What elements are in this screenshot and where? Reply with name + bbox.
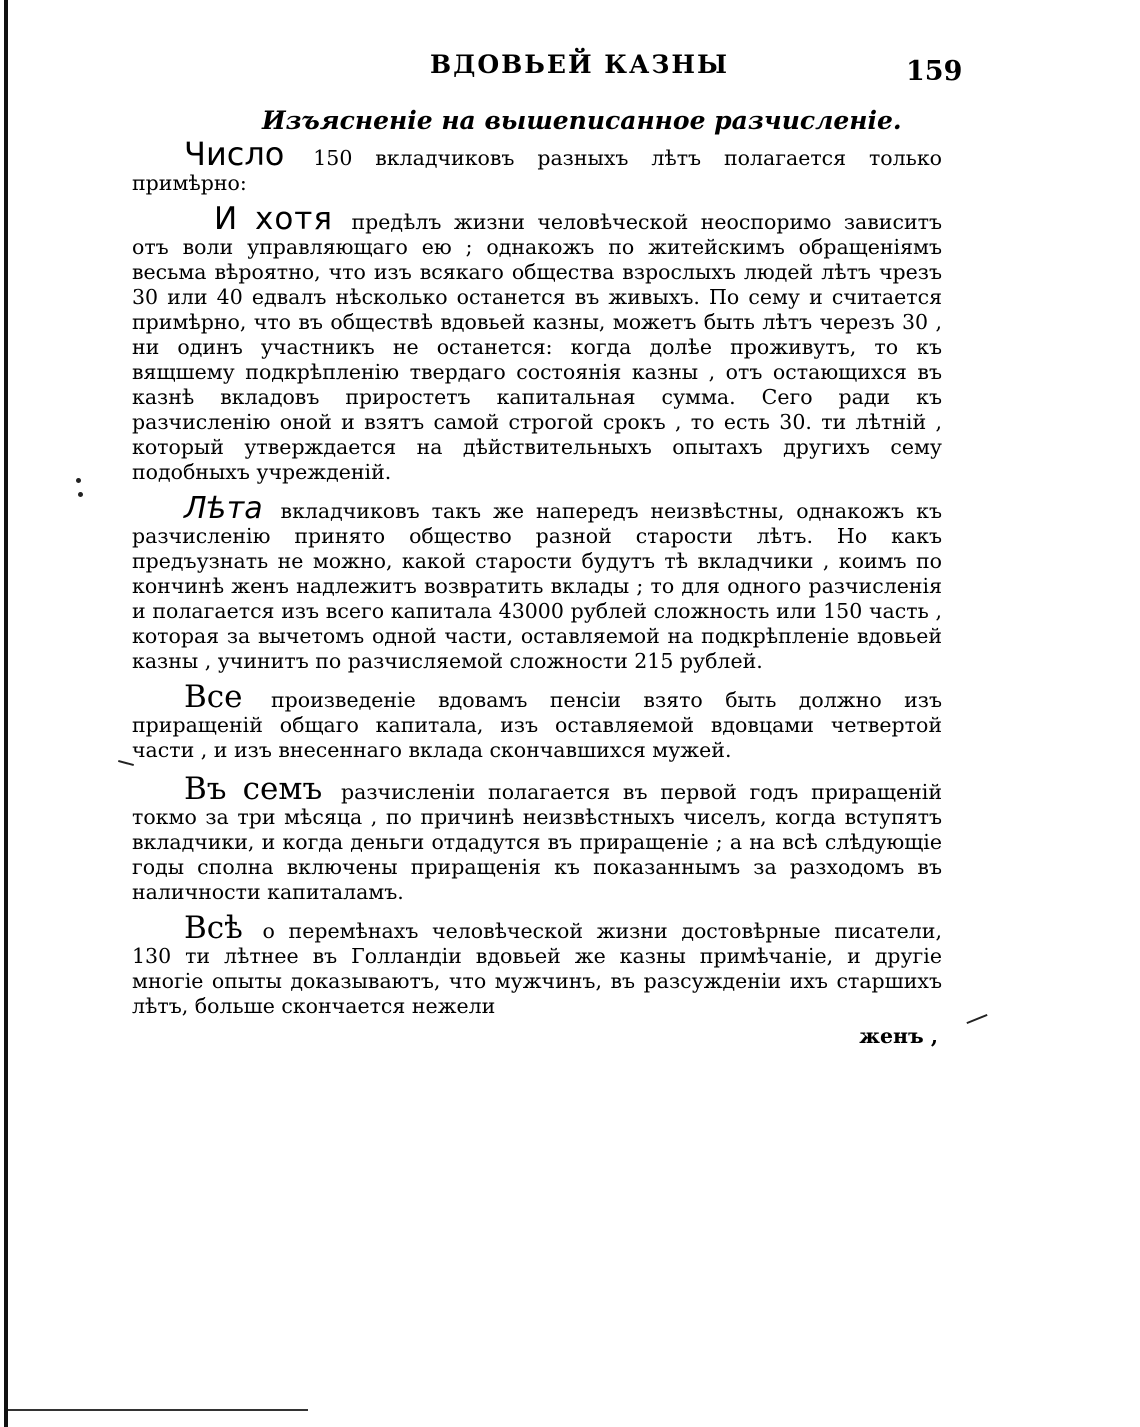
paragraph-2 [132,201,942,485]
section-subtitle: Изъясненіе на вышеписанное разчисленіе. [262,106,902,135]
paragraph-5-text: разчисленіи полагается въ первой годъ приращеній токмо за три мѣсяца , по причинѣ неизвѣстныхъ чиселъ, когда вступятъ вкладчики, и когда деньги отдадутся въ приращеніе ; а на всѣ слѣдующіе годы сполна включены приращенія къ показаннымъ за разходомъ въ наличности капиталамъ. [132,780,942,904]
paragraph-6-text: о перемѣнахъ человѣческой жизни достовѣрные писатели, 130 ти лѣтнее въ Голландіи вдовьей же казны примѣчаніе, и другіе многіе опыты доказываютъ, что мужчинъ, въ разсужденіи ихъ старшихъ лѣтъ, больше скончается нежели [132,919,942,1018]
paragraph-2-text: предѣлъ жизни человѣческой неоспоримо зависитъ отъ воли управляющаго ею ; однакожъ по житейскимъ обращеніямъ весьма вѣроятно, что изъ всякаго общества взрослыхъ людей лѣтъ чрезъ 30 или 40 едвалъ нѣсколько останется въ живыхъ. По сему и считается примѣрно, что въ обществѣ вдовьей казны, можетъ быть лѣтъ черезъ 30 , ни одинъ участникъ не останется: когда долѣе проживутъ, то къ вящшему подкрѣпленію твердаго состоянія казны , отъ остающихся въ казнѣ вкладовъ приростетъ капитальная сумма. Сего ради къ разчисленію оной и взятъ самой строгой срокъ , то есть 30. ти лѣтній , который утверждается на дѣйствительныхъ опытахъ другихъ сему подобныхъ учрежденій. [132,210,942,484]
paragraph-3-lead: Лѣта [184,491,263,526]
page-number: 159 [906,56,963,87]
paragraph-4-lead: Все [184,679,243,715]
paragraph-6 [132,910,942,1019]
ink-speck [76,478,81,483]
paragraph-4 [132,679,942,763]
catchword: женъ , [859,1024,938,1048]
paragraph-3 [132,491,942,674]
ink-mark [966,1014,987,1024]
running-head: ВДОВЬЕЙ КАЗНЫ [430,50,730,79]
bottom-edge-line [8,1409,308,1411]
paragraph-6-lead: Всѣ [184,910,243,946]
paragraph-3-text: вкладчиковъ такъ же напередъ неизвѣстны, однакожъ къ разчисленію принято общество разной старости лѣтъ. Но какъ предъузнать не можно, какой старости будутъ тѣ вкладчики , коимъ по кончинѣ женъ надлежитъ возвратить вклады ; то для одного разчисленія и полагается изъ всего капитала 43000 рублей сложность или 150 часть , которая за вычетомъ одной части, оставляемой на подкрѣпленіе вдовьей казны , учинитъ по разчисляемой сложности 215 рублей. [132,499,942,673]
paragraph-1-lead: Число [184,135,285,173]
page-edge-shadow [4,0,8,1427]
paragraph-5-lead: Въ семъ [184,771,323,807]
paragraph-1 [132,135,942,196]
paragraph-2-lead: И хотя [214,201,333,237]
ink-speck [78,492,83,497]
body-text [132,135,942,1048]
paragraph-4-text: произведеніе вдовамъ пенсіи взято быть должно изъ приращеній общаго капитала, изъ оставляемой вдовцами четвертой части , и изъ внесеннаго вклада скончавшихся мужей. [132,688,942,762]
paragraph-1-text: 150 вкладчиковъ разныхъ лѣтъ полагается только примѣрно: [132,146,942,195]
paragraph-5 [132,771,942,905]
